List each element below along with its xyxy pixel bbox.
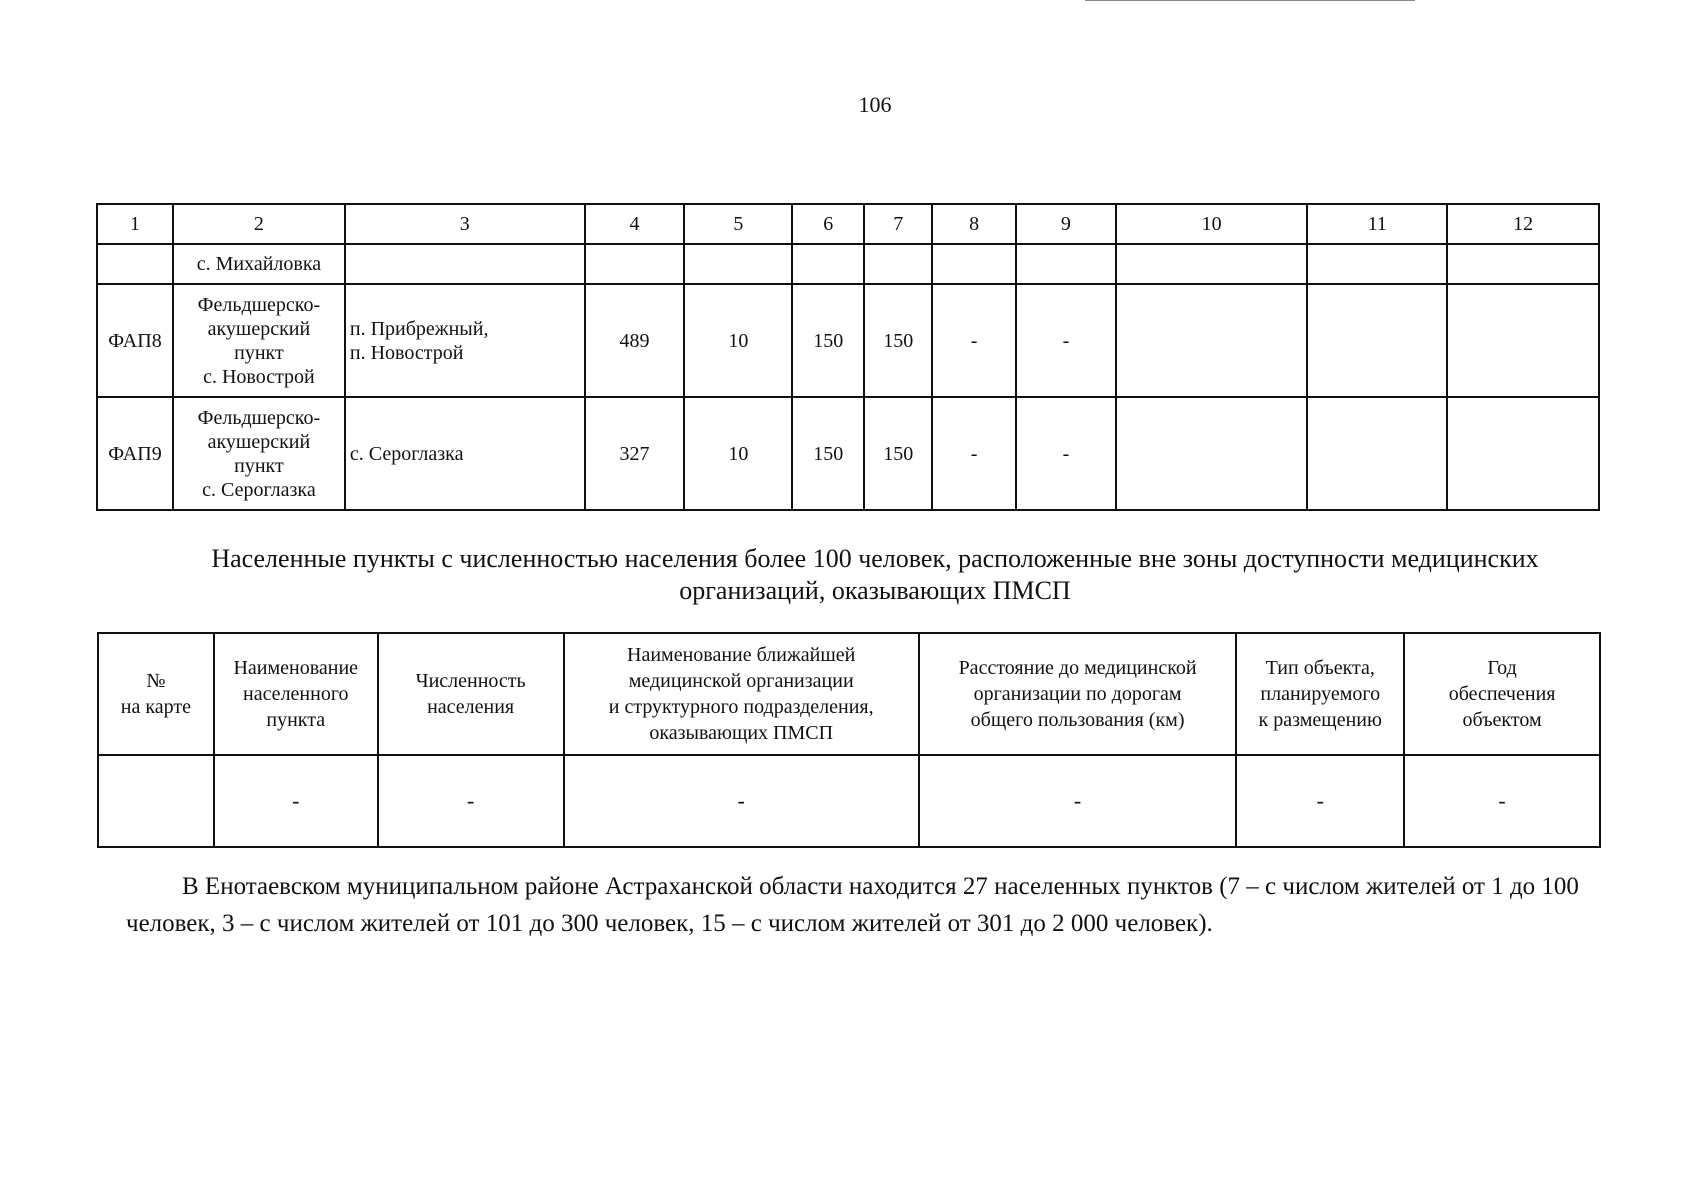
header-map-number: № на карте [98, 633, 214, 755]
header-distance: Расстояние до медицинской организации по дорогам общего пользования (км) [919, 633, 1236, 755]
header-nearest-organization: Наименование ближайшей медицинской организации и структурного подразделения, оказывающих ПМСП [564, 633, 919, 755]
table-cell [1116, 284, 1308, 397]
scan-artifact-line [1085, 0, 1415, 1]
table-cell: - [214, 755, 378, 847]
table-cell: - [564, 755, 919, 847]
column-number: 3 [345, 204, 585, 244]
column-number: 12 [1447, 204, 1599, 244]
column-number: 9 [1016, 204, 1116, 244]
column-number: 8 [932, 204, 1016, 244]
settlements-table [97, 632, 1601, 848]
table-cell: - [1236, 755, 1404, 847]
table-header-row [98, 633, 1600, 755]
table-cell [684, 244, 792, 284]
table-cell: - [1404, 755, 1600, 847]
table-cell [1116, 397, 1308, 510]
table-cell [1307, 397, 1447, 510]
table-cell: - [1016, 284, 1116, 397]
column-number: 11 [1307, 204, 1447, 244]
table-cell: 10 [684, 284, 792, 397]
column-number: 1 [97, 204, 173, 244]
table-cell [1447, 284, 1599, 397]
table-cell: - [932, 284, 1016, 397]
table-row [97, 397, 1599, 510]
header-population: Численность населения [378, 633, 564, 755]
column-number: 4 [585, 204, 685, 244]
table-cell: ФАП9 [97, 397, 173, 510]
table-cell: 10 [684, 397, 792, 510]
table-cell [585, 244, 685, 284]
column-number: 7 [864, 204, 932, 244]
table-cell: 489 [585, 284, 685, 397]
table-cell: п. Прибрежный, п. Новострой [345, 284, 585, 397]
column-number: 6 [792, 204, 864, 244]
table-cell [345, 244, 585, 284]
table-cell [97, 244, 173, 284]
summary-paragraph: В Енотаевском муниципальном районе Астраханской области находится 27 населенных пунктов (7 – с числом жителей от 1 до 100 человек, 3 – с числом жителей от 101 до 300 человек, 15 – с числом жителей от 301 до 2 000 человек). [126, 873, 1579, 937]
table-cell [1016, 244, 1116, 284]
header-settlement-name: Наименование населенного пункта [214, 633, 378, 755]
table-cell: - [919, 755, 1236, 847]
table-row [98, 755, 1600, 847]
table-row [97, 244, 1599, 284]
table-cell: - [378, 755, 564, 847]
table-cell: 150 [792, 397, 864, 510]
table-cell: ФАП8 [97, 284, 173, 397]
table-cell: - [1016, 397, 1116, 510]
table-cell [1447, 244, 1599, 284]
column-number: 2 [173, 204, 345, 244]
table-cell: 150 [864, 284, 932, 397]
table-cell [1116, 244, 1308, 284]
table-cell [932, 244, 1016, 284]
table-cell: с. Михайловка [173, 244, 345, 284]
table-cell [864, 244, 932, 284]
table-header-row [97, 204, 1599, 244]
table-cell: Фельдшерско- акушерский пункт с. Новострой [173, 284, 345, 397]
table-cell: - [932, 397, 1016, 510]
column-number: 5 [684, 204, 792, 244]
table-cell [98, 755, 214, 847]
table-cell: 150 [864, 397, 932, 510]
table-cell [792, 244, 864, 284]
column-number: 10 [1116, 204, 1308, 244]
section-title: Населенные пункты с численностью населения более 100 человек, расположенные вне зоны доступности медицинских организаций, оказывающих ПМСП [211, 544, 1539, 605]
page-number: 106 [858, 92, 892, 117]
table-cell [1307, 284, 1447, 397]
table-cell: 327 [585, 397, 685, 510]
table-row [97, 284, 1599, 397]
table-cell: с. Сероглазка [345, 397, 585, 510]
table-cell [1447, 397, 1599, 510]
table-cell: 150 [792, 284, 864, 397]
facilities-table [96, 203, 1600, 511]
table-cell [1307, 244, 1447, 284]
header-year: Год обеспечения объектом [1404, 633, 1600, 755]
table-cell: Фельдшерско- акушерский пункт с. Сероглазка [173, 397, 345, 510]
header-object-type: Тип объекта, планируемого к размещению [1236, 633, 1404, 755]
